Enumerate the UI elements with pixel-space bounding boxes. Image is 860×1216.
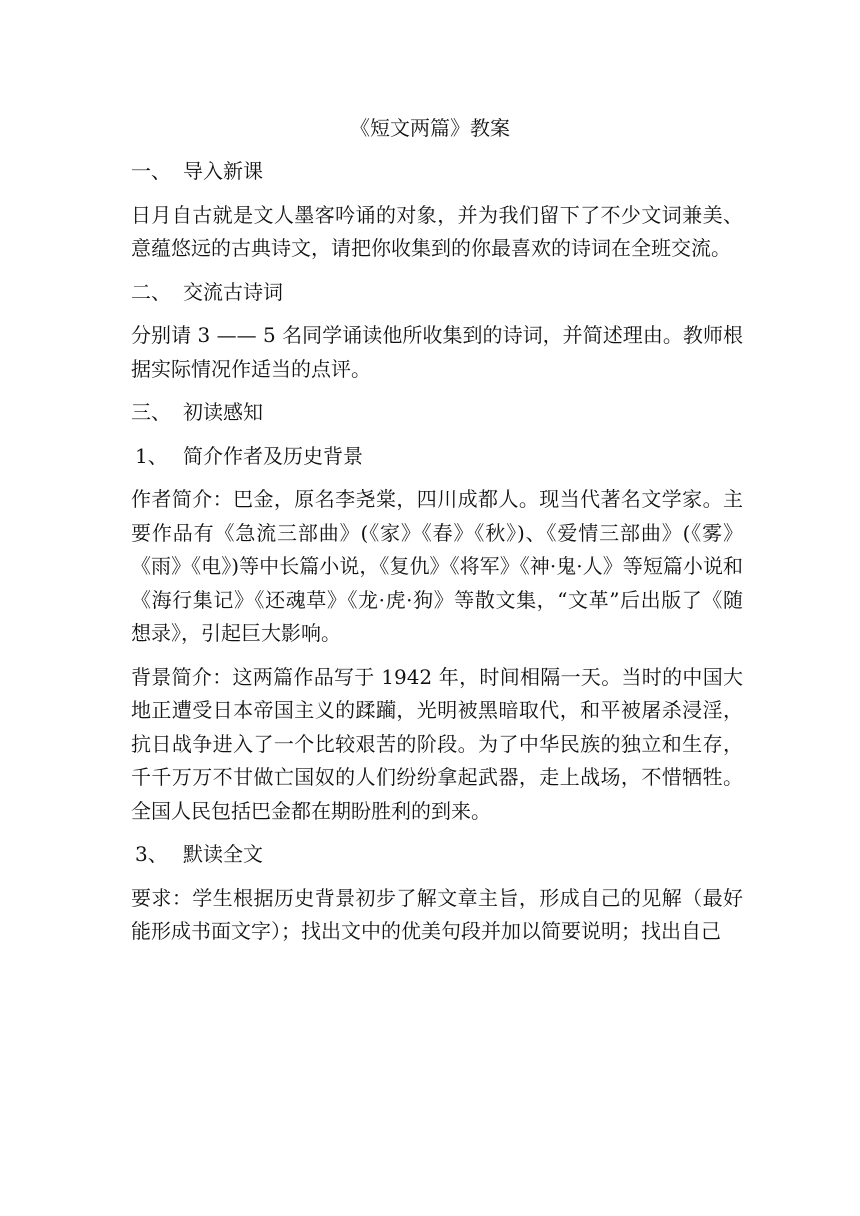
subsection-3-number: 3、: [135, 842, 168, 866]
subsection-1-title: 简介作者及历史背景: [183, 443, 363, 468]
background-intro-paragraph: 背景简介：这两篇作品写于 1942 年，时间相隔一天。当时的中国大地正遭受日本帝国主义的蹂躏，光明被黑暗取代，和平被屠杀浸淫，抗日战争进入了一个比较艰苦的阶段。为了中华民族的独立和生存，千千万万不甘做亡国奴的人们纷纷拿起武器，走上战场，不惜牺牲。全国人民包括巴金都在期盼胜利的到来。: [131, 664, 743, 823]
requirement-paragraph: 要求：学生根据历史背景初步了解文章主旨，形成自己的见解（最好能形成书面文字）；找出文中的优美句段并加以简要说明；找出自己: [131, 885, 743, 943]
section-2-heading: [131, 276, 743, 310]
section-2-number: 二、: [131, 279, 171, 304]
section-1-title: 导入新课: [183, 159, 263, 183]
section-2-title: 交流古诗词: [183, 279, 283, 304]
subsection-1-heading: [131, 440, 743, 474]
subsection-3-title: 默读全文: [183, 842, 263, 866]
subsection-1-number: 1、: [135, 443, 168, 468]
document-body: [131, 155, 743, 959]
section-2-paragraph: 分别请 3 —— 5 名同学诵读他所收集到的诗词，并简述理由。教师根据实际情况作适当的点评。: [131, 323, 743, 381]
subsection-3-heading: [131, 838, 743, 872]
author-intro-paragraph: 作者简介：巴金，原名李尧棠，四川成都人。现当代著名文学家。主要作品有《急流三部曲》(《家》《春》《秋》)、《爱情三部曲》(《雾》《雨》《电》)等中长篇小说，《复仇》《将军》《神·鬼·人》等短篇小说和《海行集记》《还魂草》《龙·虎·狗》等散文集，“文革”后出版了《随想录》，引起巨大影响。: [131, 487, 743, 645]
section-3-heading: [131, 396, 743, 430]
section-1-heading: [131, 155, 743, 189]
section-1-paragraph: 日月自古就是文人墨客吟诵的对象，并为我们留下了不少文词兼美、意蕴悠远的古典诗文，请把你收集到的你最喜欢的诗词在全班交流。: [131, 202, 743, 260]
section-3-title: 初读感知: [183, 400, 263, 424]
section-1-number: 一、: [131, 159, 171, 183]
section-3-number: 三、: [131, 400, 171, 424]
document-title: 《短文两篇》教案: [350, 116, 510, 140]
